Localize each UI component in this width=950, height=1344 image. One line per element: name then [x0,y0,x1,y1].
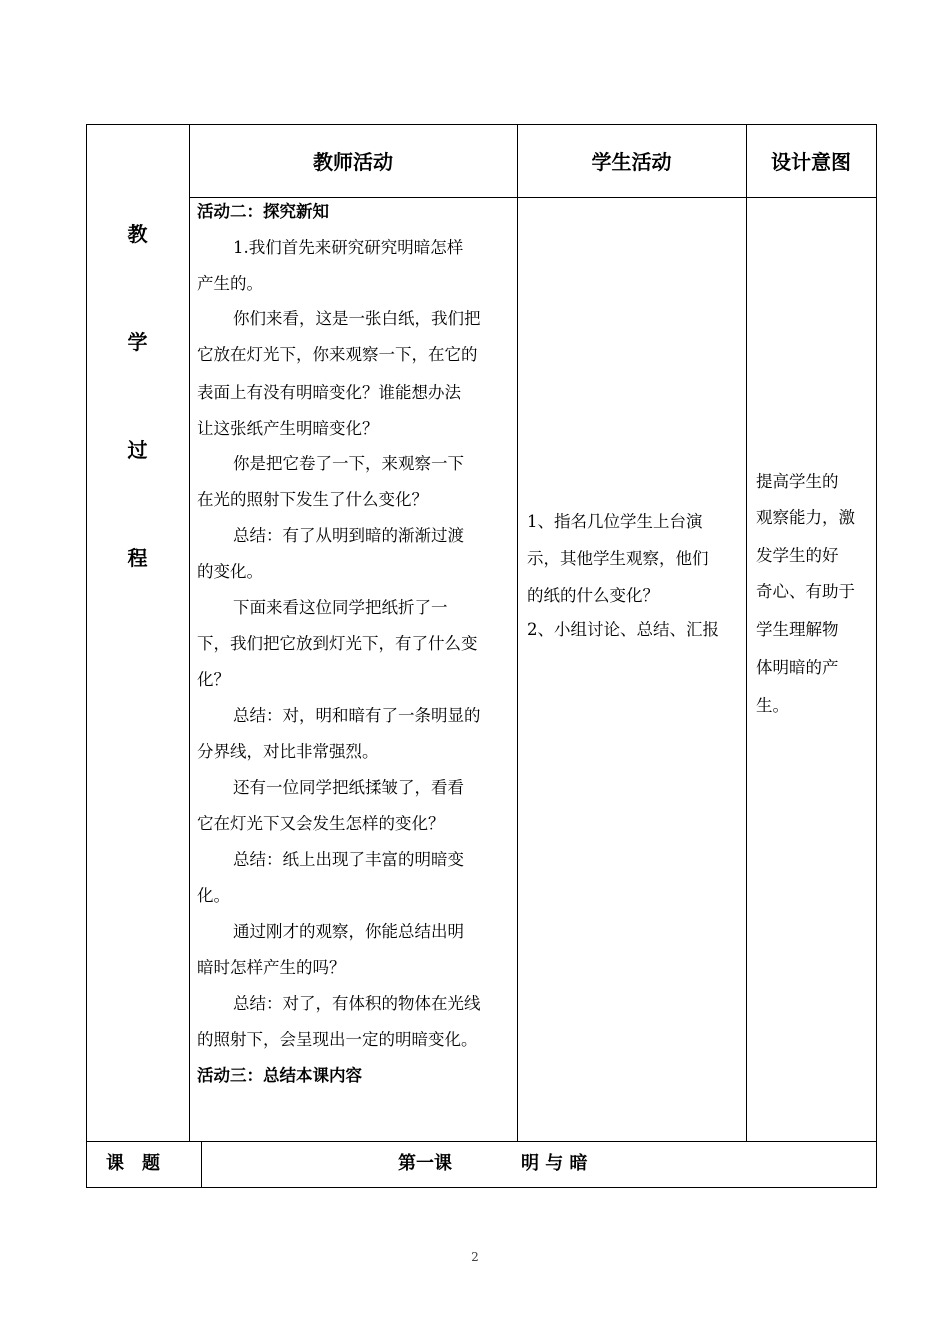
teacher-text-line: 下，我们把它放到灯光下，有了什么变 [197,634,478,653]
design-text-line: 观察能力，激 [756,508,855,527]
footer-col-divider [201,1141,202,1187]
teacher-text-line: 通过刚才的观察，你能总结出明 [233,922,464,941]
design-text-line: 发学生的好 [756,546,839,565]
teacher-text-line: 总结：对了，有体积的物体在光线 [233,994,481,1013]
student-text-line: 2、小组讨论、总结、汇报 [527,620,719,639]
lesson-number: 第一课 [398,1153,452,1174]
table-border-right [876,124,877,1188]
design-text-line: 学生理解物 [756,620,839,639]
student-text-line: 1、指名几位学生上台演 [527,512,703,531]
teacher-text-line: 化。 [197,886,230,905]
teacher-text-line: 化？ [197,670,230,689]
side-label-char: 教 [127,222,148,246]
teacher-text-line: 它在灯光下又会发生怎样的变化？ [197,814,445,833]
footer-label: 课 题 [106,1153,160,1174]
teacher-text-line: 还有一位同学把纸揉皱了，看看 [233,778,464,797]
header-student-activity: 学生活动 [591,150,672,174]
teacher-text-line: 你是把它卷了一下，来观察一下 [233,454,464,473]
footer-divider [86,1141,877,1142]
activity-heading: 活动三：总结本课内容 [197,1066,362,1085]
design-text-line: 体明暗的产 [756,658,839,677]
design-text-line: 奇心、有助于 [756,582,855,601]
teacher-text-line: 下面来看这位同学把纸折了一 [233,598,448,617]
page-number: 2 [471,1250,479,1264]
table-border-left [86,124,87,1188]
col-divider-3 [746,124,747,1141]
teacher-text-line: 让这张纸产生明暗变化？ [197,419,379,438]
student-text-line: 示，其他学生观察，他们 [527,549,709,568]
teacher-text-line: 的变化。 [197,562,263,581]
header-design-intent: 设计意图 [771,150,851,174]
teacher-text-line: 产生的。 [197,274,263,293]
teacher-text-line: 总结：有了从明到暗的渐渐过渡 [233,526,464,545]
activity-heading: 活动二：探究新知 [197,202,329,221]
table-border-bottom [86,1187,877,1188]
header-teacher-activity: 教师活动 [313,150,393,174]
design-text-line: 提高学生的 [756,472,839,491]
teacher-text-line: 你们来看，这是一张白纸，我们把 [233,309,481,328]
teacher-text-line: 总结：纸上出现了丰富的明暗变 [233,850,464,869]
teacher-text-line: 分界线，对比非常强烈。 [197,742,379,761]
side-label-char: 程 [127,546,148,570]
design-text-line: 生。 [756,696,789,715]
col-divider-2 [517,124,518,1141]
teacher-text-line: 表面上有没有明暗变化？谁能想办法 [197,383,461,402]
teacher-text-line: 在光的照射下发生了什么变化？ [197,490,428,509]
col-divider-1 [189,124,190,1141]
teacher-text-line: 总结：对，明和暗有了一条明显的 [233,706,481,725]
lesson-title: 明 与 暗 [521,1153,588,1174]
teacher-text-line: 暗时怎样产生的吗？ [197,958,346,977]
side-label-char: 学 [127,330,148,354]
side-label-char: 过 [127,438,148,462]
student-text-line: 的纸的什么变化？ [527,586,659,605]
teacher-text-line: 的照射下，会呈现出一定的明暗变化。 [197,1030,478,1049]
teacher-text-line: 它放在灯光下，你来观察一下，在它的 [197,345,478,364]
teacher-text-line: 1.我们首先来研究研究明暗怎样 [233,238,464,257]
header-divider [189,197,877,198]
